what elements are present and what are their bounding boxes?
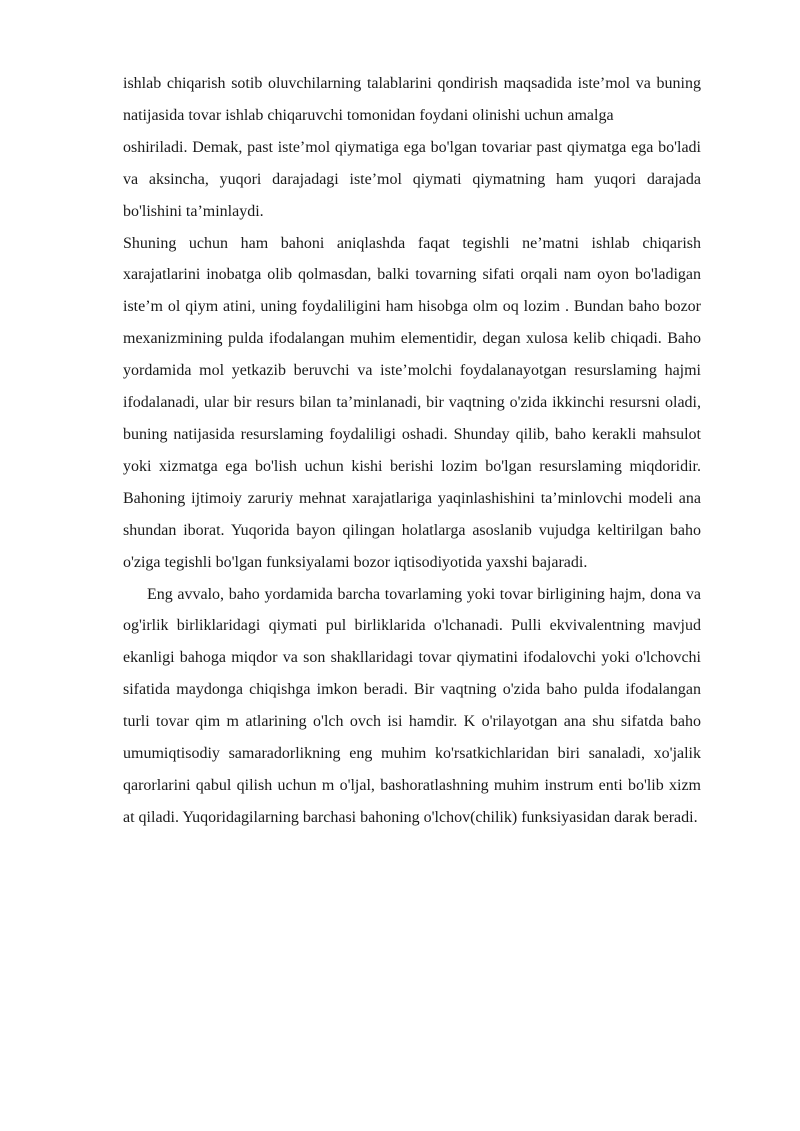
document-page [123, 68, 701, 834]
paragraph-4: Eng avvalo, baho yordamida barcha tovarlaming yoki tovar birligining hajm, dona va og'irlik birliklaridagi qiymati pul birliklarida o'lchanadi. Pulli ekvivalentning mavjud ekanligi bahoga miqdor va son shakllaridagi tovar qiymatini ifodalovchi yoki o'lchovchi sifatida maydonga chiqishga imkon beradi. Bir vaqtning o'zida baho pulda ifodalangan turli tovar qim m atlarining o'lch ovch isi hamdir. K o'rilayotgan ana shu sifatda baho umumiqtisodiy samaradorlikning eng muhim ko'rsatkichlaridan biri sanaladi, xo'jalik qarorlarini qabul qilish uchun m o'ljal, bashoratlashning muhim instrum enti bo'lib xizm at qiladi. Yuqoridagilarning barchasi bahoning o'lchov(chilik) funksiyasidan darak beradi. [123, 585, 701, 826]
paragraph-1: ishlab chiqarish sotib oluvchilarning talablarini qondirish maqsadida iste’mol va buning natijasida tovar ishlab chiqaruvchi tomonidan foydani olinishi uchun amalga [123, 75, 701, 124]
paragraph-2: oshiriladi. Demak, past iste’mol qiymatiga ega bo'lgan tovariar past qiymatga ega bo'ladi va aksincha, yuqori darajadagi iste’mol qiymati qiymatning ham yuqori darajada bo'lishini ta’minlaydi. [123, 138, 701, 220]
paragraph-3: Shuning uchun ham bahoni aniqlashda faqat tegishli ne’matni ishlab chiqarish xarajatlarini inobatga olib qolmasdan, balki tovarning sifati orqali nam oyon bo'ladigan iste’m ol qiym atini, uning foydaliligini ham hisobga olm oq lozim . Bundan baho bozor mexanizmining pulda ifodalangan muhim elementidir, degan xulosa kelib chiqadi. Baho yordamida mol yetkazib beruvchi va iste’molchi foydalanayotgan resurslaming hajmi ifodalanadi, ular bir resurs bilan ta’minlanadi, bir vaqtning o'zida ikkinchi resursni oladi, buning natijasida resurslaming foydaliligi oshadi. Shunday qilib, baho kerakli mahsulot yoki xizmatga ega bo'lish uchun kishi berishi lozim bo'lgan resurslaming miqdoridir. Bahoning ijtimoiy zaruriy mehnat xarajatlariga yaqinlashishini ta’minlovchi modeli ana shundan iborat. Yuqorida bayon qilingan holatlarga asoslanib vujudga keltirilgan baho o'ziga tegishli bo'lgan funksiyalami bozor iqtisodiyotida yaxshi bajaradi. [123, 234, 701, 571]
